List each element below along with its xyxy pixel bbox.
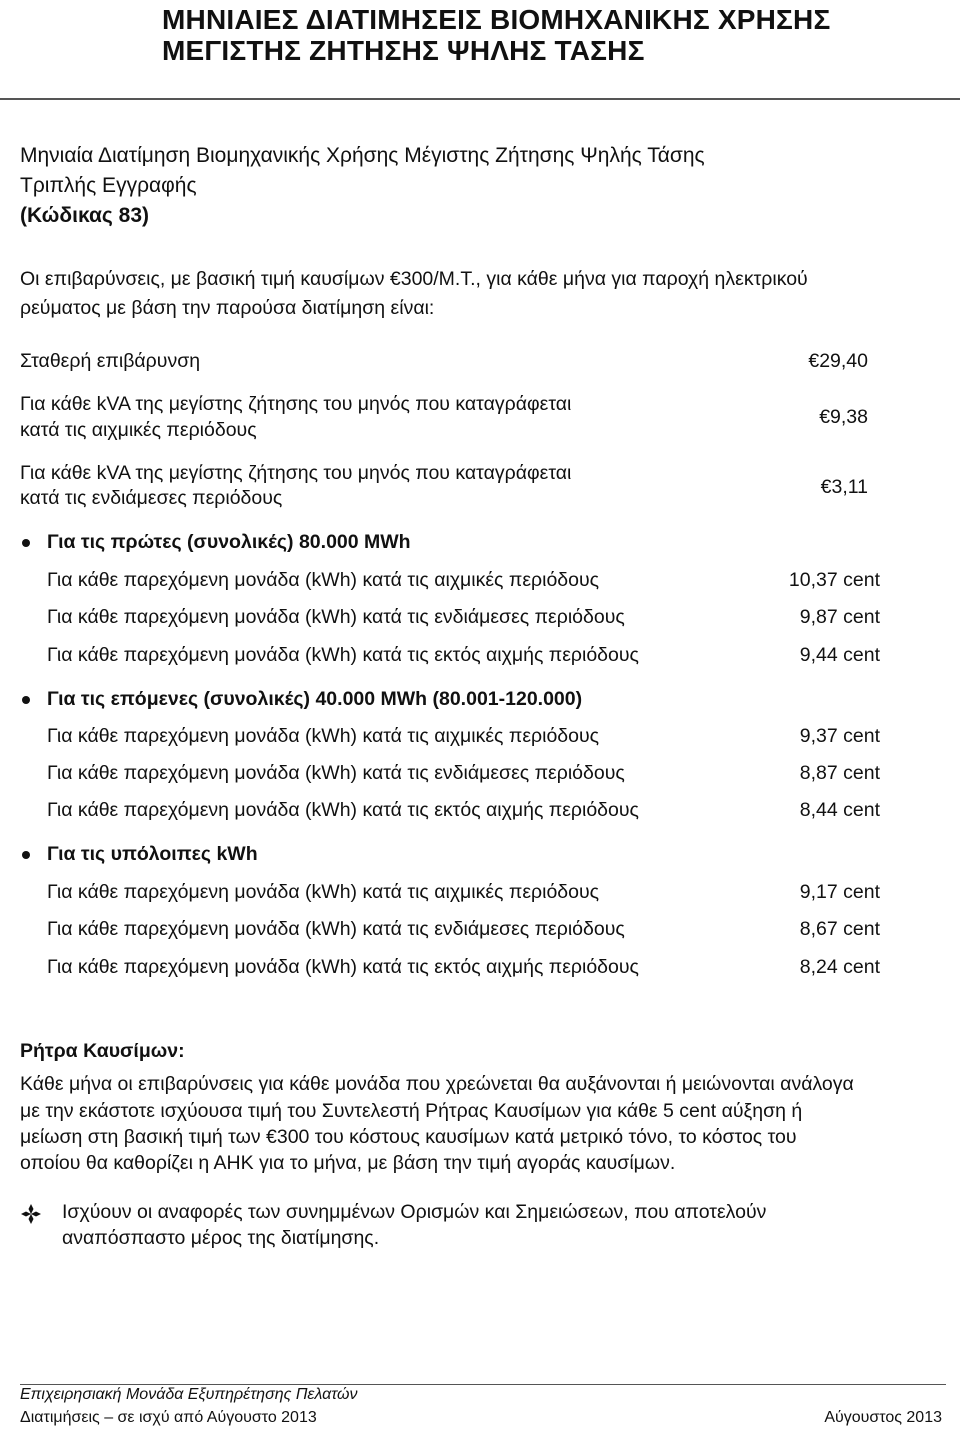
- block-2-row-3-value: 8,44 cent: [799, 799, 880, 821]
- footer-validity: Διατιμήσεις – σε ισχύ από Αύγουστο 2013: [20, 1409, 317, 1426]
- bullet-icon: [22, 851, 30, 859]
- kva-mid-value: €3,11: [820, 476, 868, 498]
- block-1-row-1-value: 10,37 cent: [788, 569, 880, 591]
- block-1-row-2-value: 9,87 cent: [799, 606, 880, 628]
- block-2-heading: Για τις επόμενες (συνολικές) 40.000 MWh (80.001-120.000): [47, 688, 583, 710]
- intro-line-2: ρεύματος με βάση την παρούσα διατίμηση είναι:: [20, 297, 435, 319]
- block-2-row-2-label: Για κάθε παρεχόμενη μονάδα (kWh) κατά τις ενδιάμεσες περιόδους: [47, 762, 625, 784]
- intro-line-1: Οι επιβαρύνσεις, με βασική τιμή καυσίμων €300/Μ.Τ., για κάθε μήνα για παροχή ηλεκτρικού: [20, 268, 808, 290]
- block-3-row-3-value: 8,24 cent: [799, 956, 880, 978]
- fuel-clause-line-3: μείωση στη βασική τιμή των €300 του κόστους καυσίμων κατά μετρικό τόνο, το κόστος του: [20, 1126, 797, 1148]
- fuel-clause-heading: Ρήτρα Καυσίμων:: [20, 1040, 185, 1062]
- block-1-row-2-label: Για κάθε παρεχόμενη μονάδα (kWh) κατά τις ενδιάμεσες περιόδους: [47, 606, 625, 628]
- diamond-clover-icon: [20, 1203, 42, 1225]
- header-divider: [0, 98, 960, 100]
- title-line-1: ΜΗΝΙΑΙΕΣ ΔΙΑΤΙΜΗΣΕΙΣ ΒΙΟΜΗΧΑΝΙΚΗΣ ΧΡΗΣΗΣ: [162, 4, 831, 35]
- footer-unit: Επιχειρησιακή Μονάδα Εξυπηρέτησης Πελατών: [20, 1386, 358, 1403]
- fuel-clause-line-2: με την εκάστοτε ισχύουσα τιμή του Συντελεστή Ρήτρας Καυσίμων για κάθε 5 cent αύξηση ή: [20, 1100, 803, 1122]
- tariff-code: (Κώδικας 83): [20, 204, 150, 227]
- note-line-2: αναπόσπαστο μέρος της διατίμησης.: [62, 1227, 380, 1249]
- block-1-heading: Για τις πρώτες (συνολικές) 80.000 MWh: [47, 531, 411, 553]
- fuel-clause-line-1: Κάθε μήνα οι επιβαρύνσεις για κάθε μονάδα που χρεώνεται θα αυξάνονται ή μειώνονται ανάλογα: [20, 1073, 854, 1095]
- block-1-row-1-label: Για κάθε παρεχόμενη μονάδα (kWh) κατά τις αιχμικές περιόδους: [47, 569, 600, 591]
- block-2-row-3-label: Για κάθε παρεχόμενη μονάδα (kWh) κατά τις εκτός αιχμής περιόδους: [47, 799, 639, 821]
- bullet-icon: [22, 539, 30, 547]
- bullet-icon: [22, 696, 30, 704]
- kva-peak-label-line-2: κατά τις αιχμικές περιόδους: [20, 419, 257, 441]
- footer-date: Αύγουστος 2013: [824, 1409, 942, 1426]
- kva-peak-label-line-1: Για κάθε kVA της μεγίστης ζήτησης του μηνός που καταγράφεται: [20, 393, 572, 415]
- fixed-charge-label: Σταθερή επιβάρυνση: [20, 350, 201, 372]
- block-3-heading: Για τις υπόλοιπες kWh: [47, 843, 258, 865]
- fuel-clause-line-4: οποίου θα καθορίζει η ΑΗΚ για το μήνα, με βάση την τιμή αγοράς καυσίμων.: [20, 1152, 676, 1174]
- block-1-row-3-value: 9,44 cent: [799, 644, 880, 666]
- block-3-row-1-label: Για κάθε παρεχόμενη μονάδα (kWh) κατά τις αιχμικές περιόδους: [47, 881, 600, 903]
- block-3-row-2-label: Για κάθε παρεχόμενη μονάδα (kWh) κατά τις ενδιάμεσες περιόδους: [47, 918, 625, 940]
- block-3-row-3-label: Για κάθε παρεχόμενη μονάδα (kWh) κατά τις εκτός αιχμής περιόδους: [47, 956, 639, 978]
- title-line-2: ΜΕΓΙΣΤΗΣ ΖΗΤΗΣΗΣ ΨΗΛΗΣ ΤΑΣΗΣ: [162, 35, 645, 66]
- kva-mid-label-line-2: κατά τις ενδιάμεσες περιόδους: [20, 487, 283, 509]
- block-3-row-1-value: 9,17 cent: [799, 881, 880, 903]
- block-2-row-1-label: Για κάθε παρεχόμενη μονάδα (kWh) κατά τις αιχμικές περιόδους: [47, 725, 600, 747]
- fixed-charge-value: €29,40: [808, 350, 868, 372]
- footer-divider: [20, 1384, 946, 1385]
- block-3-row-2-value: 8,67 cent: [799, 918, 880, 940]
- tariff-name-line-1: Μηνιαία Διατίμηση Βιομηχανικής Χρήσης Μέγιστης Ζήτησης Ψηλής Τάσης: [20, 144, 705, 167]
- block-1-row-3-label: Για κάθε παρεχόμενη μονάδα (kWh) κατά τις εκτός αιχμής περιόδους: [47, 644, 639, 666]
- kva-peak-value: €9,38: [819, 406, 868, 428]
- tariff-name-line-2: Τριπλής Εγγραφής: [20, 174, 197, 197]
- block-2-row-1-value: 9,37 cent: [799, 725, 880, 747]
- kva-mid-label-line-1: Για κάθε kVA της μεγίστης ζήτησης του μηνός που καταγράφεται: [20, 462, 572, 484]
- note-line-1: Ισχύουν οι αναφορές των συνημμένων Ορισμών και Σημειώσεων, που αποτελούν: [62, 1201, 767, 1223]
- block-2-row-2-value: 8,87 cent: [799, 762, 880, 784]
